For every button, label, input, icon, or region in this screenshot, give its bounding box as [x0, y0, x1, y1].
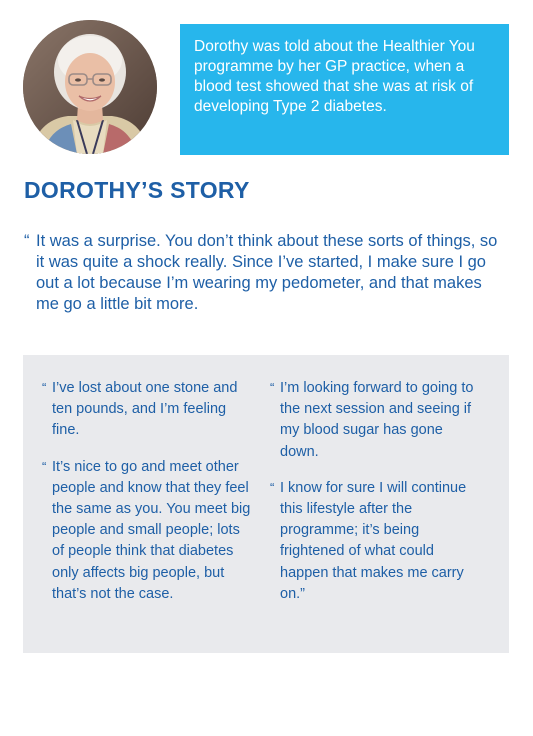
portrait-photo	[23, 20, 157, 154]
quotes-column-left	[42, 378, 252, 620]
main-quote	[24, 231, 504, 315]
quotes-column-right	[270, 378, 480, 620]
quote-item	[270, 478, 480, 605]
quote-mark: “	[24, 232, 30, 250]
story-title: DOROTHY’S STORY	[24, 177, 250, 203]
intro-text: Dorothy was told about the Healthier You programme by her GP practice, when a blood test showed that she was at risk of developing Type 2 diabetes.	[194, 38, 475, 115]
quote-mark: “	[42, 380, 47, 395]
portrait-illustration	[23, 20, 157, 154]
quote-mark: “	[42, 458, 47, 474]
quotes-panel	[23, 355, 509, 653]
quote-item	[270, 378, 480, 463]
quote-text: I’ve lost about one stone and ten pounds, and I’m feeling fine.	[52, 380, 238, 439]
quote-text: I’m looking forward to going to the next session and seeing if my blood sugar has gone down.	[280, 380, 474, 460]
quote-mark: “	[270, 380, 275, 395]
intro-box	[180, 24, 509, 155]
main-quote-text: It was a surprise. You don’t think about these sorts of things, so it was quite a shock really. Since I’ve started, I make sure I go out a lot because I’m wearing my pedometer, and that makes me go a little bit more.	[36, 232, 498, 313]
quote-item	[42, 378, 252, 442]
quote-item	[42, 457, 252, 605]
quote-text: It’s nice to go and meet other people and know that they feel the same as you. You meet big people and small people; lots of people think that diabetes only affects big people, but that’s not the case.	[52, 458, 251, 602]
quote-mark: “	[270, 479, 275, 495]
quote-text: I know for sure I will continue this lifestyle after the programme; it’s being frightened of what could happen that makes me carry on.”	[280, 479, 467, 602]
